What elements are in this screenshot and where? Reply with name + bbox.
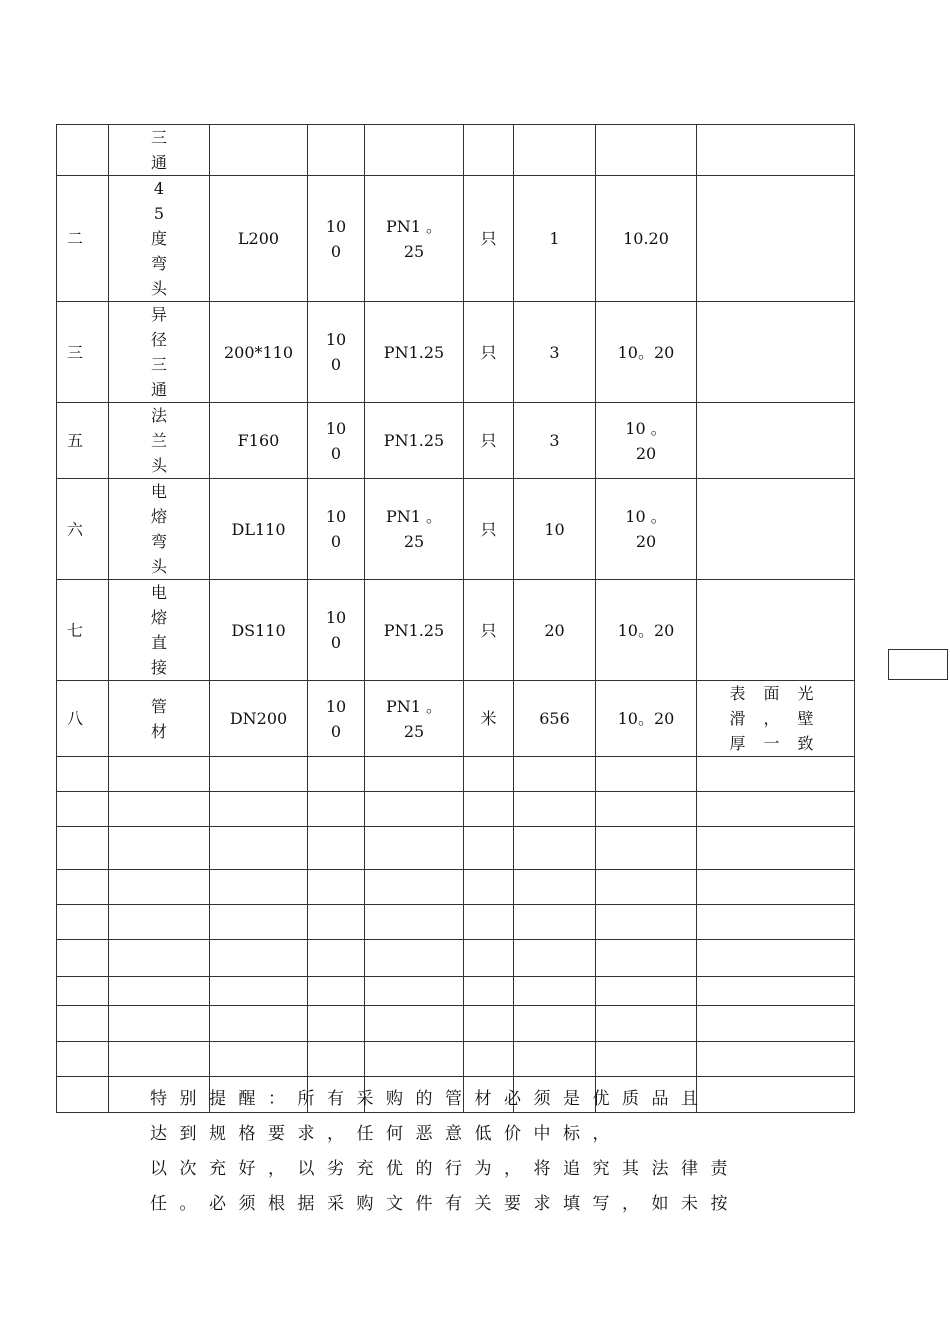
item-name: 电熔直接 <box>150 583 167 677</box>
note-cell <box>697 125 855 176</box>
table-row <box>57 479 855 580</box>
unit-cell: 米 <box>464 681 514 757</box>
pressure-cell: PN1.25 <box>365 403 464 479</box>
thickness-cell: 10。20 <box>596 681 697 757</box>
empty-row <box>57 870 855 905</box>
row-index: 七 <box>57 580 109 681</box>
pressure-value: PN1 。 25 <box>385 216 443 261</box>
empty-row <box>57 1042 855 1077</box>
length-value: 100 <box>325 608 347 652</box>
length-value: 100 <box>325 696 347 741</box>
table-row <box>57 580 855 681</box>
pressure-cell <box>365 125 464 176</box>
item-name: 45度弯头 <box>150 179 167 298</box>
note-cell <box>697 302 855 403</box>
qty-cell: 1 <box>514 176 596 302</box>
spec-cell: DS110 <box>210 580 308 681</box>
unit-cell <box>464 125 514 176</box>
spec-cell: DL110 <box>210 479 308 580</box>
item-name: 三通 <box>150 128 167 172</box>
pressure-value: PN1 。 25 <box>385 696 443 741</box>
item-name: 法兰头 <box>150 406 167 475</box>
note-text: 表面光 滑，壁 厚一致 <box>729 684 822 753</box>
thickness-value: 10 。 20 <box>625 418 667 463</box>
pressure-value: PN1 。 25 <box>385 507 443 551</box>
empty-row <box>57 1006 855 1042</box>
qty-cell: 10 <box>514 479 596 580</box>
row-index <box>57 125 109 176</box>
note-cell <box>697 479 855 580</box>
row-index: 六 <box>57 479 109 580</box>
table-row <box>57 403 855 479</box>
item-name: 电熔弯头 <box>150 482 167 576</box>
row-index: 二 <box>57 176 109 302</box>
length-value: 100 <box>325 418 347 463</box>
length-cell <box>308 125 365 176</box>
pressure-cell: PN1.25 <box>365 302 464 403</box>
row-index: 八 <box>57 681 109 757</box>
note-cell <box>697 403 855 479</box>
qty-cell: 3 <box>514 302 596 403</box>
spec-cell: DN200 <box>210 681 308 757</box>
spec-cell: F160 <box>210 403 308 479</box>
unit-cell: 只 <box>464 176 514 302</box>
note-cell <box>697 176 855 302</box>
empty-row <box>57 977 855 1006</box>
thickness-cell: 10。20 <box>596 580 697 681</box>
qty-cell <box>514 125 596 176</box>
unit-cell: 只 <box>464 580 514 681</box>
table-row <box>57 176 855 302</box>
length-value: 100 <box>325 330 347 374</box>
qty-cell: 656 <box>514 681 596 757</box>
row-index: 三 <box>57 302 109 403</box>
qty-cell: 20 <box>514 580 596 681</box>
special-reminder <box>150 1082 800 1222</box>
thickness-cell: 10.20 <box>596 176 697 302</box>
thickness-cell: 10。20 <box>596 302 697 403</box>
empty-row <box>57 905 855 940</box>
pipe-fittings-table <box>56 124 855 1113</box>
thickness-value: 10 。 20 <box>625 507 667 551</box>
row-index: 五 <box>57 403 109 479</box>
empty-row <box>57 792 855 827</box>
length-value: 100 <box>325 216 347 261</box>
item-name: 管材 <box>150 696 167 741</box>
reminder-line: 达到规格要求，任何恶意低价中标， <box>150 1124 622 1144</box>
qty-cell: 3 <box>514 403 596 479</box>
table-row <box>57 125 855 176</box>
spec-cell: L200 <box>210 176 308 302</box>
item-name: 异径三通 <box>150 305 167 399</box>
empty-row <box>57 827 855 870</box>
table-row <box>57 681 855 757</box>
margin-box <box>888 649 948 680</box>
thickness-cell <box>596 125 697 176</box>
reminder-line: 特别提醒：所有采购的管材必须是优质品且 <box>150 1089 711 1109</box>
pressure-cell: PN1.25 <box>365 580 464 681</box>
note-cell <box>697 580 855 681</box>
spec-cell: 200*110 <box>210 302 308 403</box>
unit-cell: 只 <box>464 479 514 580</box>
reminder-line: 任。必须根据采购文件有关要求填写，如未按 <box>150 1194 740 1214</box>
spec-cell <box>210 125 308 176</box>
length-value: 100 <box>325 507 347 551</box>
table-row <box>57 302 855 403</box>
empty-row <box>57 757 855 792</box>
unit-cell: 只 <box>464 302 514 403</box>
reminder-line: 以次充好，以劣充优的行为，将追究其法律责 <box>150 1159 740 1179</box>
unit-cell: 只 <box>464 403 514 479</box>
empty-row <box>57 940 855 977</box>
